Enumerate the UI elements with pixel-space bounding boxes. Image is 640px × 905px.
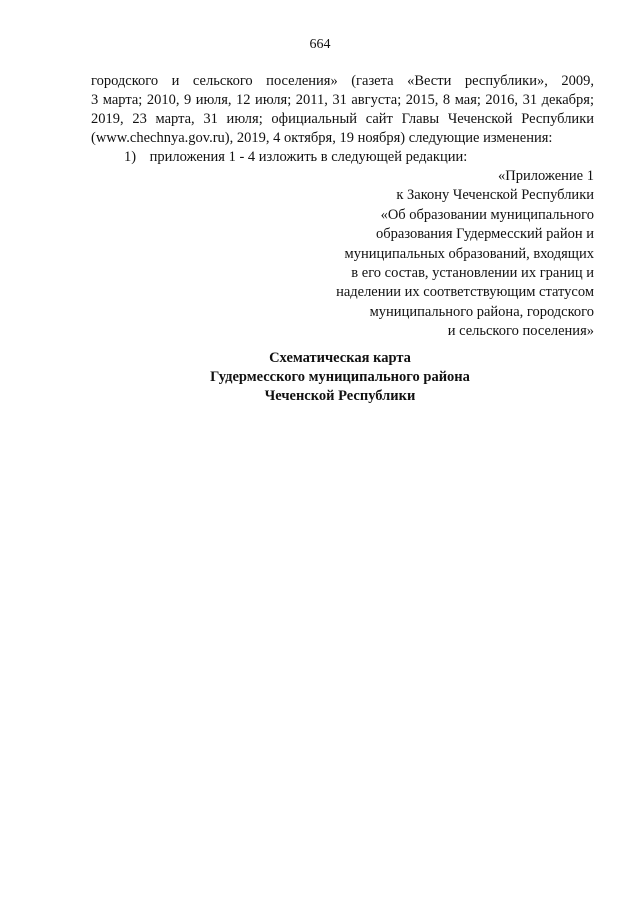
appendix-line: «Приложение 1: [498, 168, 594, 184]
appendix-line: «Об образовании муниципального: [380, 206, 594, 223]
body-line: 3 марта; 2010, 9 июля, 12 июля; 2011, 31 августа; 2015, 8 мая; 2016, 31 декабря;: [91, 92, 594, 108]
map-title: [0, 349, 640, 406]
appendix-line: муниципальных образований, входящих: [344, 245, 594, 262]
appendix-line: наделении их соответствующим статусом: [336, 284, 594, 301]
body-line: городского и сельского поселения» (газета «Вести республики», 2009,: [91, 73, 594, 89]
body-line: 2019, 23 марта, 31 июля; официальный сайт Главы Чеченской Республики: [91, 111, 594, 127]
appendix-line: образования Гудермесский район и: [376, 226, 594, 243]
body-paragraph: [91, 72, 594, 148]
list-item-number: 1): [124, 149, 137, 165]
page-number: 664: [309, 37, 331, 52]
appendix-line: в его состав, установлении их границ и: [351, 265, 594, 282]
appendix-line: муниципального района, городского: [369, 303, 594, 320]
list-item: [124, 148, 467, 167]
map-title-line: Чеченской Республики: [264, 388, 416, 404]
list-item-text: приложения 1 - 4 изложить в следующей редакции:: [149, 149, 468, 165]
appendix-line: к Закону Чеченской Республики: [396, 187, 594, 204]
appendix-line: и сельского поселения»: [447, 323, 594, 340]
map-title-line: Схематическая карта: [269, 350, 411, 366]
appendix-header: [274, 167, 594, 342]
body-line: (www.chechnya.gov.ru), 2019, 4 октября, 19 ноября) следующие изменения:: [91, 130, 553, 146]
map-title-line: Гудермесского муниципального района: [210, 369, 470, 385]
